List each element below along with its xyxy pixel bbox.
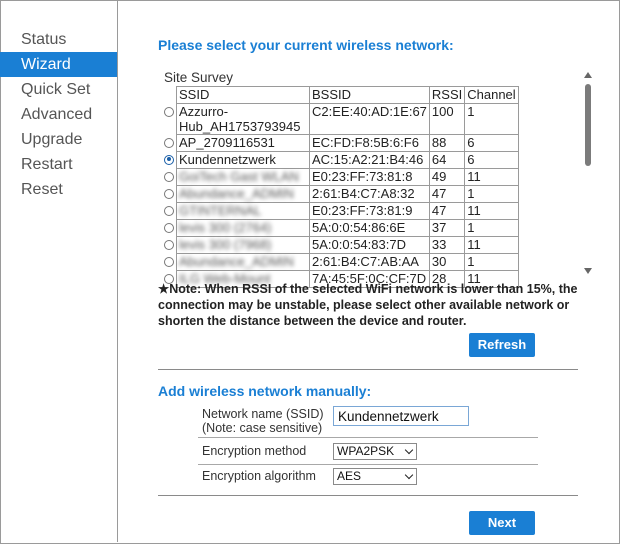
cell-bssid: AC:15:A2:21:B4:46 <box>310 152 430 169</box>
encryption-algorithm-select[interactable] <box>333 468 417 485</box>
encryption-method-label: Encryption method <box>202 444 307 458</box>
table-row[interactable] <box>162 169 518 186</box>
network-radio[interactable] <box>164 107 174 117</box>
cell-bssid: 5A:0:0:54:86:6E <box>310 220 430 237</box>
site-survey-label: Site Survey <box>164 70 234 85</box>
main-content <box>118 0 618 542</box>
column-header-bssid: BSSID <box>310 87 430 104</box>
manual-heading: Add wireless network manually: <box>158 383 372 399</box>
network-radio[interactable] <box>164 189 174 199</box>
sidebar-item-advanced[interactable]: Advanced <box>21 106 93 123</box>
cell-ssid: GoiTech Gast WLAN <box>177 169 310 186</box>
cell-ssid: Kundennetzwerk <box>177 152 310 169</box>
table-row[interactable] <box>162 220 518 237</box>
radio-cell <box>162 104 177 135</box>
survey-table-body <box>162 104 518 288</box>
cell-channel: 11 <box>465 237 518 254</box>
table-row[interactable] <box>162 104 518 135</box>
cell-ssid: GTINTERNAL <box>177 203 310 220</box>
network-radio[interactable] <box>164 257 174 267</box>
cell-bssid: C2:EE:40:AD:1E:67 <box>310 104 430 135</box>
sidebar-nav <box>0 0 117 202</box>
cell-ssid: AP_2709116531 <box>177 135 310 152</box>
table-row[interactable] <box>162 254 518 271</box>
sidebar-item-wizard[interactable]: Wizard <box>0 52 117 77</box>
scroll-down-arrow-icon[interactable] <box>584 268 592 274</box>
cell-channel: 1 <box>465 104 518 135</box>
cell-rssi: 47 <box>429 203 464 220</box>
cell-ssid: Abundance_ADMIN <box>177 186 310 203</box>
cell-rssi: 49 <box>429 169 464 186</box>
table-row[interactable] <box>162 152 518 169</box>
cell-channel: 1 <box>465 254 518 271</box>
cell-ssid: ILG Web-Mount <box>177 271 310 288</box>
cell-channel: 11 <box>465 271 518 288</box>
cell-bssid: EC:FD:F8:5B:6:F6 <box>310 135 430 152</box>
radio-cell <box>162 135 177 152</box>
section-divider <box>158 495 578 496</box>
cell-bssid: 2:61:B4:C7:AB:AA <box>310 254 430 271</box>
scrollbar-thumb[interactable] <box>585 84 591 166</box>
sidebar-item-quick-set[interactable]: Quick Set <box>21 81 91 98</box>
refresh-button[interactable]: Refresh <box>469 333 535 357</box>
column-header-ssid: SSID <box>177 87 310 104</box>
cell-bssid: 2:61:B4:C7:A8:32 <box>310 186 430 203</box>
encryption-method-select[interactable] <box>333 443 417 460</box>
radio-cell <box>162 220 177 237</box>
radio-cell <box>162 237 177 254</box>
cell-rssi: 100 <box>429 104 464 135</box>
cell-ssid: Azzurro- Hub_AH1753793945 <box>177 104 310 135</box>
cell-bssid: E0:23:FF:73:81:8 <box>310 169 430 186</box>
radio-column-header <box>162 87 177 104</box>
radio-cell <box>162 186 177 203</box>
sidebar-item-restart[interactable]: Restart <box>21 156 73 173</box>
cell-rssi: 30 <box>429 254 464 271</box>
ssid-label: Network name (SSID) <box>202 407 324 421</box>
survey-scrollbar[interactable] <box>580 70 596 276</box>
cell-bssid: E0:23:FF:73:81:9 <box>310 203 430 220</box>
cell-channel: 11 <box>465 203 518 220</box>
cell-rssi: 47 <box>429 186 464 203</box>
chevron-down-icon <box>405 471 413 479</box>
cell-rssi: 28 <box>429 271 464 288</box>
form-divider <box>198 464 538 465</box>
cell-rssi: 37 <box>429 220 464 237</box>
radio-cell <box>162 254 177 271</box>
survey-scroll-pane <box>158 70 598 286</box>
rssi-note: ★Note: When RSSI of the selected WiFi network is lower than 15%, the connection may be unstable, please select other available network or shorten the distance between the device and router. <box>158 282 578 328</box>
cell-rssi: 88 <box>429 135 464 152</box>
network-radio[interactable] <box>164 138 174 148</box>
table-row[interactable] <box>162 186 518 203</box>
ssid-note: (Note: case sensitive) <box>202 421 323 435</box>
cell-channel: 6 <box>465 135 518 152</box>
radio-cell <box>162 169 177 186</box>
section-divider <box>158 369 578 370</box>
cell-channel: 1 <box>465 186 518 203</box>
encryption-algorithm-label: Encryption algorithm <box>202 469 316 483</box>
table-row[interactable] <box>162 135 518 152</box>
radio-cell <box>162 152 177 169</box>
sidebar-item-reset[interactable]: Reset <box>21 181 63 198</box>
chevron-down-icon <box>405 446 413 454</box>
table-row[interactable] <box>162 203 518 220</box>
cell-ssid: levis 300 (7968) <box>177 237 310 254</box>
table-row[interactable] <box>162 237 518 254</box>
cell-channel: 1 <box>465 220 518 237</box>
sidebar <box>0 0 118 542</box>
cell-rssi: 64 <box>429 152 464 169</box>
network-radio[interactable] <box>164 206 174 216</box>
network-radio[interactable] <box>164 172 174 182</box>
cell-bssid: 5A:0:0:54:83:7D <box>310 237 430 254</box>
scroll-up-arrow-icon[interactable] <box>584 72 592 78</box>
survey-heading: Please select your current wireless network: <box>158 37 454 53</box>
site-survey-table <box>162 86 519 288</box>
column-header-rssi: RSSI <box>429 87 464 104</box>
next-button[interactable]: Next <box>469 511 535 535</box>
encryption-algorithm-value: AES <box>337 469 362 483</box>
cell-ssid: levis 300 (2764) <box>177 220 310 237</box>
radio-cell <box>162 203 177 220</box>
sidebar-item-upgrade[interactable]: Upgrade <box>21 131 83 148</box>
table-header-row <box>162 87 518 104</box>
ssid-input[interactable]: Kundennetzwerk <box>333 406 469 426</box>
network-radio[interactable] <box>164 223 174 233</box>
cell-channel: 6 <box>465 152 518 169</box>
column-header-channel: Channel <box>465 87 518 104</box>
network-radio[interactable] <box>164 240 174 250</box>
sidebar-item-status[interactable]: Status <box>21 31 67 48</box>
cell-rssi: 33 <box>429 237 464 254</box>
encryption-method-value: WPA2PSK <box>337 444 395 458</box>
cell-bssid: 7A:45:5F:0C:CF:7D <box>310 271 430 288</box>
network-radio[interactable] <box>164 155 174 165</box>
cell-channel: 11 <box>465 169 518 186</box>
form-divider <box>198 437 538 438</box>
cell-ssid: Abundance_ADMIN <box>177 254 310 271</box>
